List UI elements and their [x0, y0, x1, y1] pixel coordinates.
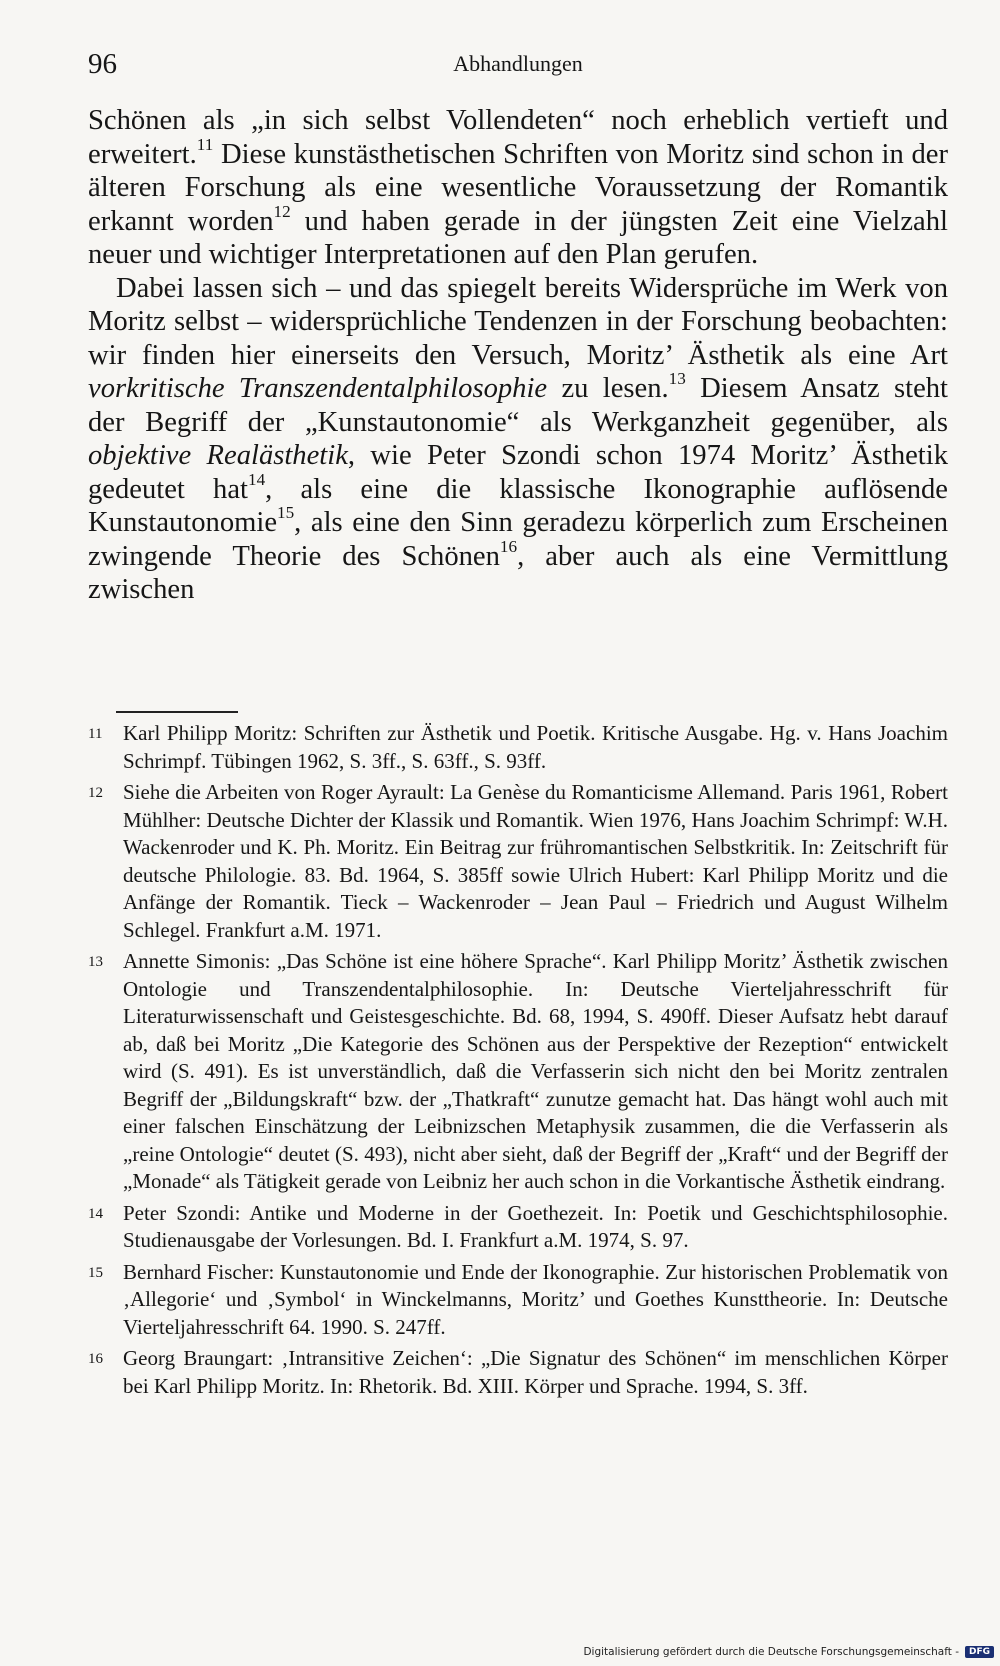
paragraph-1: Schönen als „in sich selbst Vollendeten“ noch erheblich vertieft und erweitert.$^{11}$ Diese kunstästhetischen Schriften von Moritz sind schon in der älteren Forschung als eine wesentliche Voraussetzung der Romantik erkannt worden$^{12}$ und haben gerade in der jüngsten Zeit eine Vielzahl neuer und wichtiger Interpretationen auf den Plan gerufen. — [88, 105, 948, 270]
footnote — [88, 948, 948, 1196]
footnote-number: 15 — [88, 1264, 103, 1281]
footnote-text: Siehe die Arbeiten von Roger Ayrault: La Genèse du Romanticisme Allemand. Paris 1961, Robert Mühlher: Deutsche Dichter der Klassik und Romantik. Wien 1976, Hans Joachim Schrimpf: W.H. Wackenroder und K. Ph. Moritz. Ein Beitrag zur frühromantischen Selbstkritik. In: Zeitschrift für deutsche Philologie. 83. Bd. 1964, S. 385ff sowie Ulrich Hubert: Karl Philipp Moritz und die Anfänge der Romantik. Tieck – Wackenroder – Jean Paul – Friedrich und August Wilhelm Schlegel. Frankfurt a.M. 1971. — [123, 780, 948, 942]
emphasis-vorkritische: vorkritische Transzendentalphilosophie — [88, 373, 548, 404]
funding-note: Digitalisierung gefördert durch die Deutsche Forschungsgemeinschaft - — [583, 1646, 959, 1658]
footnote-number: 16 — [88, 1351, 103, 1367]
dfg-logo: DFG — [965, 1646, 994, 1658]
footnote-ref-16[interactable]: 16 — [499, 536, 518, 556]
page-header — [88, 44, 948, 84]
footnote-ref-12[interactable]: 12 — [273, 201, 291, 221]
page-number: 96 — [88, 48, 117, 80]
footnote — [88, 779, 948, 944]
paragraph-2: Dabei lassen sich – und das spiegelt bereits Widersprüche im Werk von Moritz selbst – widersprüchliche Tendenzen in der Forschung beobachten: wir finden hier einerseits den Versuch, Moritz’ Ästhetik als eine Art vorkritische Transzendentalphilosophie zu lesen.$^{13}$ Diesem Ansatz steht der Begriff der „Kunstautonomie“ als Werkganzheit gegenüber, als objektive Realästhetik, wie Peter Szondi schon 1974 Moritz’ Ästhetik gedeutet hat$^{14}$, als eine die klassische Ikonographie auflösende Kunstautonomie$^{15}$, als eine den Sinn geradezu körperlich zum Erscheinen zwingende Theorie des Schönen$^{16}$, aber auch als eine Vermittlung zwischen — [88, 272, 949, 605]
footnote-ref-15[interactable]: 15 — [277, 503, 295, 523]
footnote-number: 12 — [88, 785, 103, 801]
footnote — [88, 1345, 948, 1400]
footnote-text: Georg Braungart: ‚Intransitive Zeichen‘: „Die Signatur des Schönen“ im menschlichen Körper bei Karl Philipp Moritz. In: Rhetorik. Bd. XIII. Körper und Sprache. 1994, S. 3ff. — [123, 1346, 948, 1398]
footnote-number: 13 — [88, 954, 103, 970]
footnote-text: Bernhard Fischer: Kunstautonomie und Ende der Ikonographie. Zur historischen Problematik von ‚Allegorie‘ und ‚Symbol‘ in Winckelmanns, Moritz’ und Goethes Kunsttheorie. In: Deutsche Vierteljahresschrift 64. 1990. S. 247ff. — [123, 1259, 948, 1339]
footnotes — [88, 720, 948, 1400]
body-text — [88, 104, 948, 607]
digitization-footer — [583, 1646, 994, 1658]
footnote — [88, 1259, 948, 1342]
footnote-ref-13[interactable]: 13 — [668, 369, 686, 389]
footnote-ref-14[interactable]: 14 — [247, 469, 266, 489]
footnote — [88, 1200, 948, 1255]
footnote-ref-11[interactable]: 11 — [196, 134, 214, 154]
running-head: Abhandlungen — [453, 51, 583, 76]
footnote-text: Peter Szondi: Antike und Moderne in der Goethezeit. In: Poetik und Geschichtsphilosophie. Studienausgabe der Vorlesungen. Bd. I. Frankfurt a.M. 1974, S. 97. — [123, 1200, 948, 1252]
footnote-number: 11 — [88, 726, 103, 742]
footnote — [88, 720, 948, 775]
footnote-divider — [116, 711, 238, 713]
footnote-text: Annette Simonis: „Das Schöne ist eine höhere Sprache“. Karl Philipp Moritz’ Ästhetik zwischen Ontologie und Transzendentalphilosophie. In: Deutsche Vierteljahresschrift für Literaturwissenschaft und Geistesgeschichte. Bd. 68, 1994, S. 490ff. Dieser Aufsatz hebt darauf ab, daß bei Moritz „Die Kategorie des Schönen aus der Perspektive der Rezeption“ entwickelt wird (S. 491). Es ist unverständlich, daß die Verfasserin sich nicht den bei Moritz zentralen Begriff der „Bildungskraft“ bzw. der „Thatkraft“ zunutze gemacht hat. Das hängt wohl auch mit einer falschen Einschätzung der Leibnizschen Metaphysik zusammen, die die Verfasserin als „reine Ontologie“ deutet (S. 493), nicht aber sieht, daß der Begriff der „Kraft“ und der Begriff der „Monade“ als Tätigkeit gerade von Leibniz her auch schon in die Vorkantische Ästhetik eindrang. — [123, 949, 948, 1193]
footnote-text: Karl Philipp Moritz: Schriften zur Ästhetik und Poetik. Kritische Ausgabe. Hg. v. Hans Joachim Schrimpf. Tübingen 1962, S. 3ff., S. 63ff., S. 93ff. — [123, 721, 948, 773]
emphasis-realaesthetik: objektive Realästhetik — [88, 440, 348, 471]
footnote-number: 14 — [88, 1205, 103, 1222]
